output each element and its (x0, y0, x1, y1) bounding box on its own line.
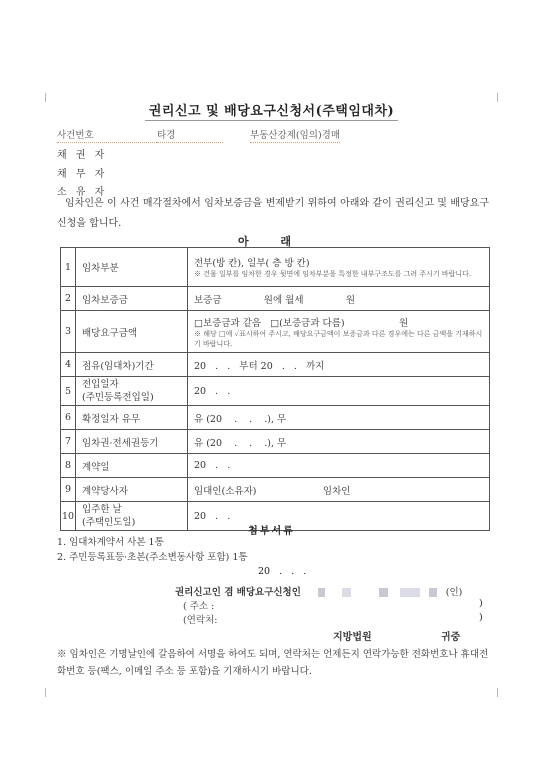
court-suffix: 귀중 (441, 632, 461, 643)
document-title: 권리신고 및 배당요구신청서(주택임대차) (0, 100, 543, 119)
row-value: 20 . . (188, 377, 490, 406)
crop-mark-bottom-right (488, 688, 498, 697)
case-number-label: 사건번호 (57, 127, 157, 143)
claim-table (60, 247, 490, 531)
row-number: 8 (61, 454, 76, 478)
row-label: 계약일 (76, 454, 188, 478)
court-name: 지방법원 (333, 632, 372, 643)
row-number: 9 (61, 478, 76, 502)
attachment-item: 1. 임대차계약서 사본 1통 (57, 537, 164, 548)
address-close: ) (479, 598, 483, 609)
date-line: 20 . . . (258, 566, 307, 577)
row-label: 임차권·전세권등기 (76, 430, 188, 454)
row-label: 임차부분 (76, 248, 188, 287)
row-label: 배당요구금액 (76, 311, 188, 353)
row-label: 입주한 날 (주택인도일) (76, 502, 188, 531)
row-number: 7 (61, 430, 76, 454)
footnote: ※ 임차인은 기명날인에 갈음하여 서명을 하여도 되며, 연락처는 언제든지 연락가능한 전화번호나 휴대전화번호 등(팩스, 이메일 주소 등 포함)을 기재하시기 바랍니다. (57, 649, 489, 677)
case-line (57, 127, 340, 143)
contact-label: (연락처: (183, 615, 218, 626)
table-row (61, 353, 490, 377)
party-creditor: 채 권 자 (57, 150, 108, 161)
row-value-text: 전부(방 칸), 일부( 층 방 칸) (194, 258, 310, 269)
row-number: 6 (61, 406, 76, 430)
table-row (61, 478, 490, 502)
table-row (61, 377, 490, 406)
row-number: 3 (61, 311, 76, 353)
row-number: 1 (61, 248, 76, 287)
row-number: 10 (61, 502, 76, 531)
case-suffix: 타경 (157, 127, 223, 143)
row-number: 2 (61, 287, 76, 311)
row-value: 20 . . (188, 502, 490, 531)
row-label: 계약당사자 (76, 478, 188, 502)
row-value (188, 311, 490, 353)
attachments-title: 첨부서류 (248, 526, 295, 537)
row-note: ※ 건물 일부를 임차한 경우 뒷면에 임차부분을 특정한 내부구조도를 그려 주시기 바랍니다. (194, 270, 472, 278)
row-label: 확정일자 유무 (76, 406, 188, 430)
table-row (61, 406, 490, 430)
row-value: 20 . . 부터 20 . . 까지 (188, 353, 490, 377)
row-note: ※ 해당 □에 ✓표시하여 주시고, 배당요구금액이 보증금과 다른 경우에는 다른 금액을 기재하시기 바랍니다. (194, 329, 483, 348)
redacted-block (342, 588, 351, 597)
redacted-block (429, 588, 437, 597)
contact-close: ) (479, 612, 483, 623)
seal-mark: (인) (445, 587, 463, 598)
applicant-label: 권리신고인 겸 배당요구신청인 (175, 587, 301, 598)
redacted-block (379, 588, 388, 597)
intro-paragraph: 임차인은 이 사건 매각절차에서 임차보증금을 변제받기 위하여 아래와 같이 권리신고 및 배당요구신청을 합니다. (57, 198, 489, 229)
row-value: 임대인(소유자) 임차인 (188, 478, 490, 502)
applicant-line (175, 584, 462, 598)
redacted-block (400, 588, 420, 597)
row-label: 임차보증금 (76, 287, 188, 311)
row-label: 점유(임대차)기간 (76, 353, 188, 377)
row-value: 유 (20 . . .), 무 (188, 406, 490, 430)
table-row (61, 248, 490, 287)
row-number: 4 (61, 353, 76, 377)
party-debtor: 채 무 자 (57, 169, 108, 180)
row-value (188, 248, 490, 287)
attachment-item: 2. 주민등록표등·초본(주소변동사항 포함) 1통 (57, 552, 248, 563)
table-row (61, 430, 490, 454)
party-owner: 소 유 자 (57, 187, 108, 198)
section-heading: 아 래 (237, 235, 306, 248)
row-value: 20 . . (188, 454, 490, 478)
row-value-text: □보증금과 같음 □(보증금과 다름) 원 (194, 317, 409, 329)
case-type: 부동산강제(임의)경매 (250, 127, 340, 143)
table-row (61, 454, 490, 478)
redacted-block (318, 588, 325, 597)
address-label: ( 주소 : (183, 601, 215, 612)
table-row (61, 311, 490, 353)
crop-mark-bottom-left (45, 688, 55, 697)
table-row (61, 287, 490, 311)
row-label: 전입일자 (주민등록전입일) (76, 377, 188, 406)
row-value: 보증금 원에 월세 원 (188, 287, 490, 311)
row-number: 5 (61, 377, 76, 406)
row-value: 유 (20 . . .), 무 (188, 430, 490, 454)
